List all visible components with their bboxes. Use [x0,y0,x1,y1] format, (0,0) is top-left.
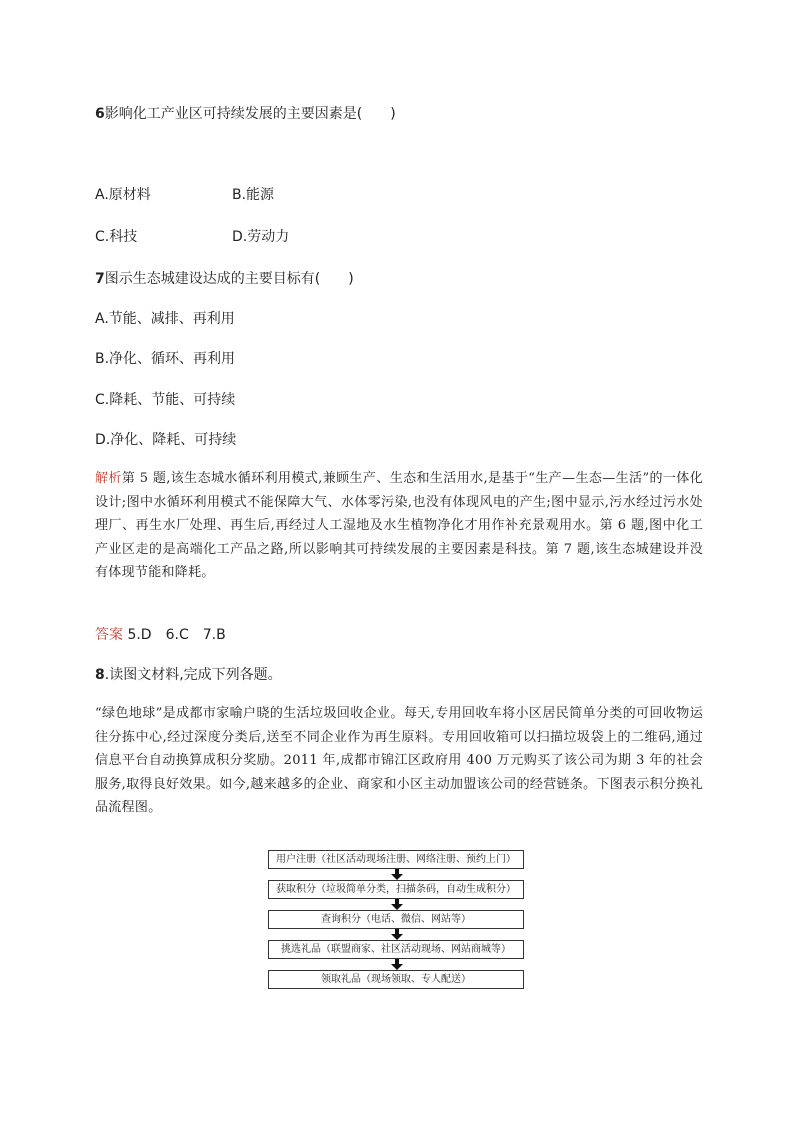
question-6-stem: 影响化工产业区可持续发展的主要因素是( ) [104,106,396,122]
analysis-text: 第 5 题,该生态城水循环利用模式,兼顾生产、生态和生活用水,是基于“生产—生态—生活”的一体化设计;图中水循环利用模式不能保障大气、水体零污染,也没有体现风电的产生;图中显示,污水经过污水处理厂、再生水厂处理、再生后,再经过人工湿地及水生植物净化才用作补充景观用水。第 6 题,图中化工产业区走的是高端化工产品之路,所以影响其可持续发展的主要因素是科技。第 7 题,该生态城建设并没有体现节能和降耗。 [95,471,704,580]
flow-step-choose-gift: 挑选礼品（联盟商家、社区活动现场、网站商城等） [268,940,524,959]
material-paragraph: “绿色地球”是成都市家喻户晓的生活垃圾回收企业。每天,专用回收车将小区居民简单分类的可回收物运往分拣中心,经过深度分类后,送至不同企业作为再生原料。专用回收箱可以扫描垃圾袋上的二维码,通过信息平台自动换算成积分奖励。2011 年,成都市锦江区政府用 400 万元购买了该公司为期 3 年的社会服务,取得良好效果。如今,越来越多的企业、商家和小区主动加盟该公司的经营链条。下图表示积分换礼品流程图。 [95,706,703,815]
flow-step-query-points: 查询积分（电话、微信、网站等） [268,910,524,929]
q6-option-c: C.科技 [95,229,138,245]
down-arrow-icon [390,869,404,880]
analysis-paragraph [95,467,703,585]
question-7 [95,268,354,288]
down-arrow-icon [390,899,404,910]
down-arrow-icon [390,959,404,970]
down-arrow-icon [390,929,404,940]
flow-step-collect-gift: 领取礼品（现场领取、专人配送） [268,970,524,989]
question-8-stem: .读图文材料,完成下列各题。 [104,667,282,683]
analysis-label: 解析 [95,471,122,486]
flow-step-earn-points: 获取积分（垃圾简单分类，扫描条码，自动生成积分） [268,880,524,899]
answer-line [95,624,226,644]
question-7-stem: 图示生态城建设达成的主要目标有( ) [104,271,354,287]
q6-option-d: D.劳动力 [232,229,290,245]
q7-option-d: D.净化、降耗、可持续 [95,432,237,448]
question-6 [95,103,396,123]
question-8-number: 8 [95,667,105,683]
answer-text: 5.D 6.C 7.B [127,627,226,643]
q7-option-b: B.净化、循环、再利用 [95,351,236,367]
q7-option-a: A.节能、减排、再利用 [95,311,235,327]
flow-step-register: 用户注册（社区活动现场注册、网络注册、预约上门） [268,850,524,869]
question-7-number: 7 [95,271,105,287]
q7-option-c: C.降耗、节能、可持续 [95,392,236,408]
answer-label: 答案 [95,627,123,643]
question-8 [95,664,282,684]
question-6-number: 6 [95,106,105,122]
q6-option-a: A.原材料 [95,187,151,203]
q6-option-b: B.能源 [232,187,275,203]
